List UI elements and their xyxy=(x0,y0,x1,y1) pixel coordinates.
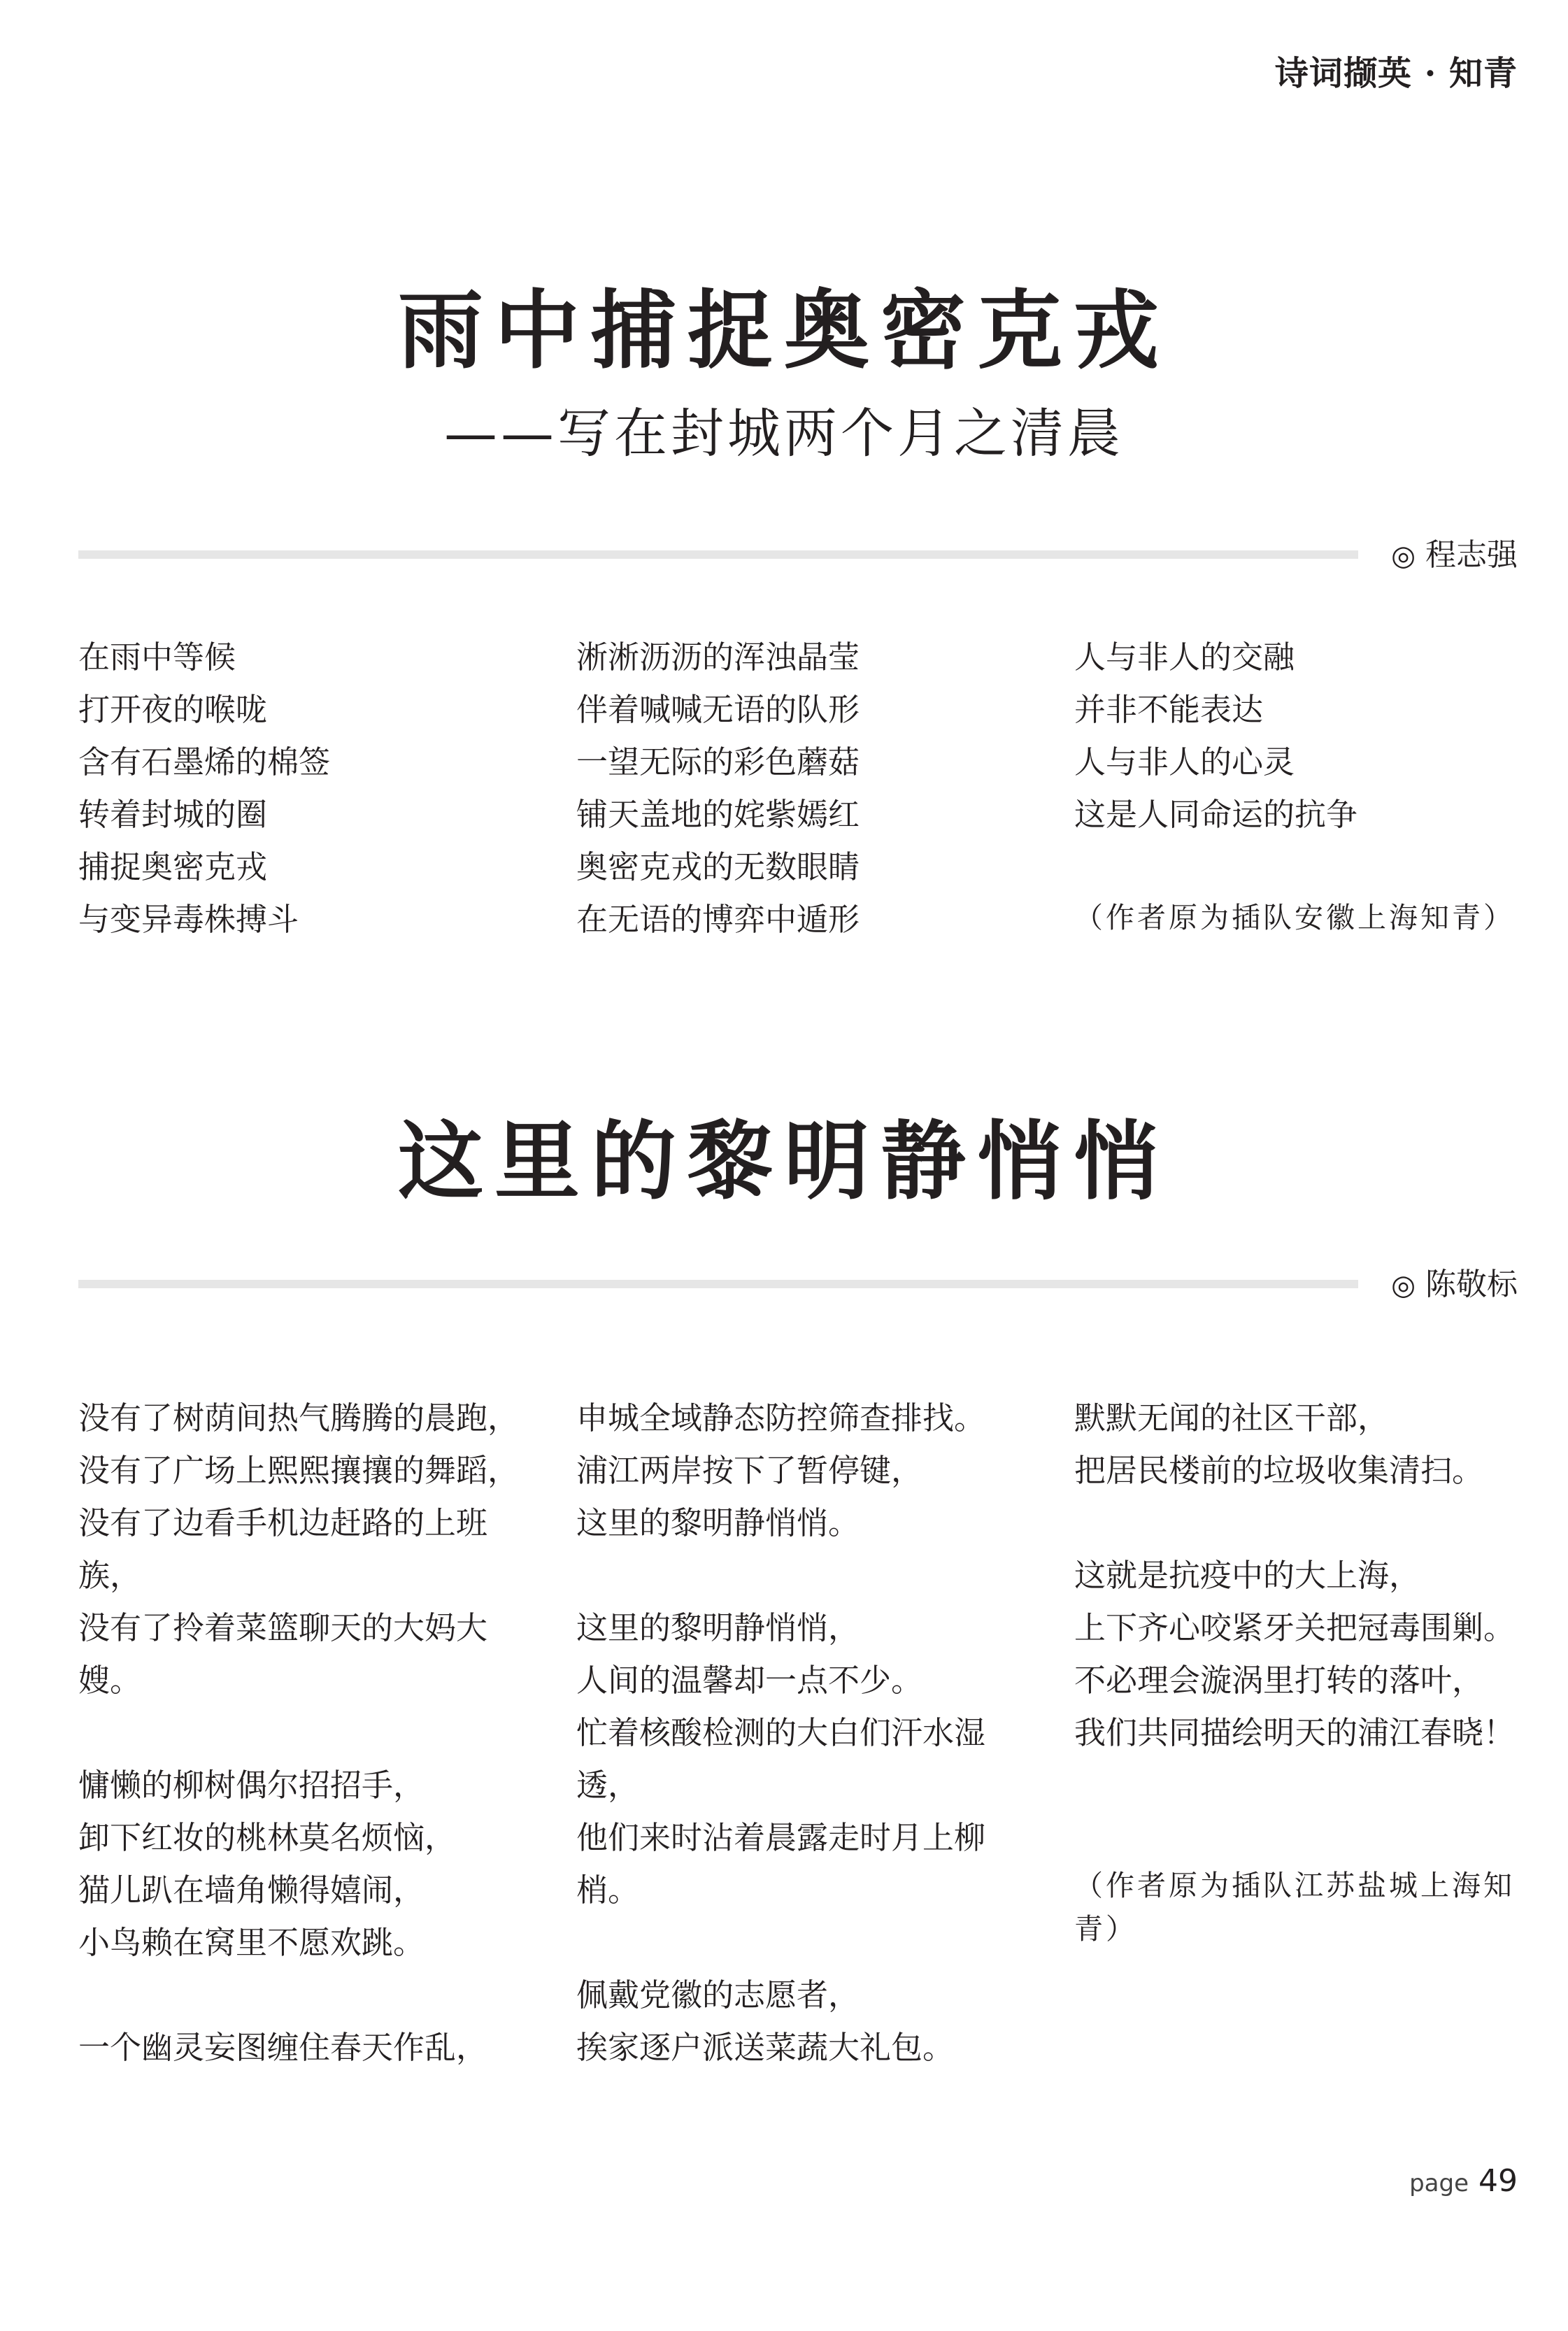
poem-line: 不必理会漩涡里打转的落叶， xyxy=(1074,1662,1484,1699)
poem-line: 没有了广场上熙熙攘攘的舞蹈， xyxy=(78,1452,520,1489)
poem1-column-2 xyxy=(576,631,1024,946)
poem-line: 上下齐心咬紧牙关把冠毒围剿。 xyxy=(1074,1609,1516,1646)
poem-line: 人与非人的交融 xyxy=(1074,639,1295,676)
poem2-author-note: （作者原为插队江苏盐城上海知青） xyxy=(1074,1869,1515,1946)
poem-line: 没有了边看手机边赶路的上班族， xyxy=(78,1504,488,1594)
poem-line: 挨家逐户派送菜蔬大礼包。 xyxy=(576,2029,955,2066)
poem-line: 奥密克戎的无数眼睛 xyxy=(576,848,860,885)
poem-line: 把居民楼前的垃圾收集清扫。 xyxy=(1074,1452,1484,1489)
poem1-column-1 xyxy=(78,631,526,946)
poem-line: 没有了树荫间热气腾腾的晨跑， xyxy=(78,1399,520,1437)
poem-line: 转着封城的圈 xyxy=(78,796,268,833)
poem-line: 他们来时沾着晨露走时月上柳梢。 xyxy=(576,1819,986,1909)
poem-line: 打开夜的喉咙 xyxy=(78,691,268,728)
poem-line: 伴着喊喊无语的队形 xyxy=(576,691,860,728)
poem1-subtitle: ——写在封城两个月之清晨 xyxy=(444,402,1124,464)
poem-line: 这就是抗疫中的大上海， xyxy=(1074,1557,1421,1594)
poem2-column-1 xyxy=(78,1392,533,2074)
poem1-column-3 xyxy=(1074,631,1522,841)
poem2-title: 这里的黎明静悄悄 xyxy=(398,1112,1170,1211)
poem-line: 在雨中等候 xyxy=(78,639,236,676)
poem-line: 这是人同命运的抗争 xyxy=(1074,796,1358,833)
section-header: 诗词撷英 · 知青 xyxy=(1274,54,1518,93)
poem1-divider xyxy=(78,550,1358,559)
poem-line: 在无语的博弈中遁形 xyxy=(576,901,860,938)
page-label: page xyxy=(1409,2169,1469,2197)
poem2-column-2 xyxy=(576,1392,1031,2074)
poem-line: 卸下红妆的桃林莫名烦恼， xyxy=(78,1819,457,1856)
poem-line: 没有了拎着菜篮聊天的大妈大嫂。 xyxy=(78,1609,488,1699)
poem-line: 一个幽灵妄图缠住春天作乱， xyxy=(78,2029,488,2066)
poem-line: 捕捉奥密克戎 xyxy=(78,848,268,885)
poem-line: 一望无际的彩色蘑菇 xyxy=(576,743,860,780)
poem-line: 申城全域静态防控筛查排找。 xyxy=(576,1399,986,1437)
poem-line: 淅淅沥沥的浑浊晶莹 xyxy=(576,639,860,676)
poem2-author: 陈敬标 xyxy=(1425,1267,1518,1302)
poem-line: 人与非人的心灵 xyxy=(1074,743,1295,780)
poem1-author-mark: ◎ xyxy=(1391,540,1416,572)
page-number: 49 xyxy=(1478,2163,1518,2199)
poem-line: 人间的温馨却一点不少。 xyxy=(576,1662,923,1699)
poem-line: 小鸟赖在窝里不愿欢跳。 xyxy=(78,1924,425,1961)
poem-line: 这里的黎明静悄悄。 xyxy=(576,1504,860,1541)
poem2-divider xyxy=(78,1280,1358,1288)
poem-line: 我们共同描绘明天的浦江春晓！ xyxy=(1074,1714,1516,1751)
poem1-author-note: （作者原为插队安徽上海知青） xyxy=(1074,901,1515,934)
poem1-author: 程志强 xyxy=(1425,537,1518,573)
poem-line: 佩戴党徽的志愿者， xyxy=(576,1976,860,2013)
poem1-title: 雨中捕捉奥密克戎 xyxy=(398,281,1170,380)
poem-line: 忙着核酸检测的大白们汗水湿透， xyxy=(576,1714,986,1804)
poem2-author-mark: ◎ xyxy=(1391,1269,1416,1302)
poem-line: 并非不能表达 xyxy=(1074,691,1264,728)
poem-line: 浦江两岸按下了暂停键， xyxy=(576,1452,923,1489)
poem2-author-line xyxy=(1391,1269,1518,1300)
poem-line: 与变异毒株搏斗 xyxy=(78,901,299,938)
poem-line: 含有石墨烯的棉签 xyxy=(78,743,331,780)
poem-line: 铺天盖地的姹紫嫣红 xyxy=(576,796,860,833)
poem-line: 默默无闻的社区干部， xyxy=(1074,1399,1390,1437)
page-footer xyxy=(1409,2163,1518,2199)
poem-line: 这里的黎明静悄悄， xyxy=(576,1609,860,1646)
poem2-column-3 xyxy=(1074,1392,1519,1759)
poem-line: 猫儿趴在墙角懒得嬉闹， xyxy=(78,1872,425,1909)
poem1-author-line xyxy=(1391,537,1518,573)
poem-line: 慵懒的柳树偶尔招招手， xyxy=(78,1767,425,1804)
